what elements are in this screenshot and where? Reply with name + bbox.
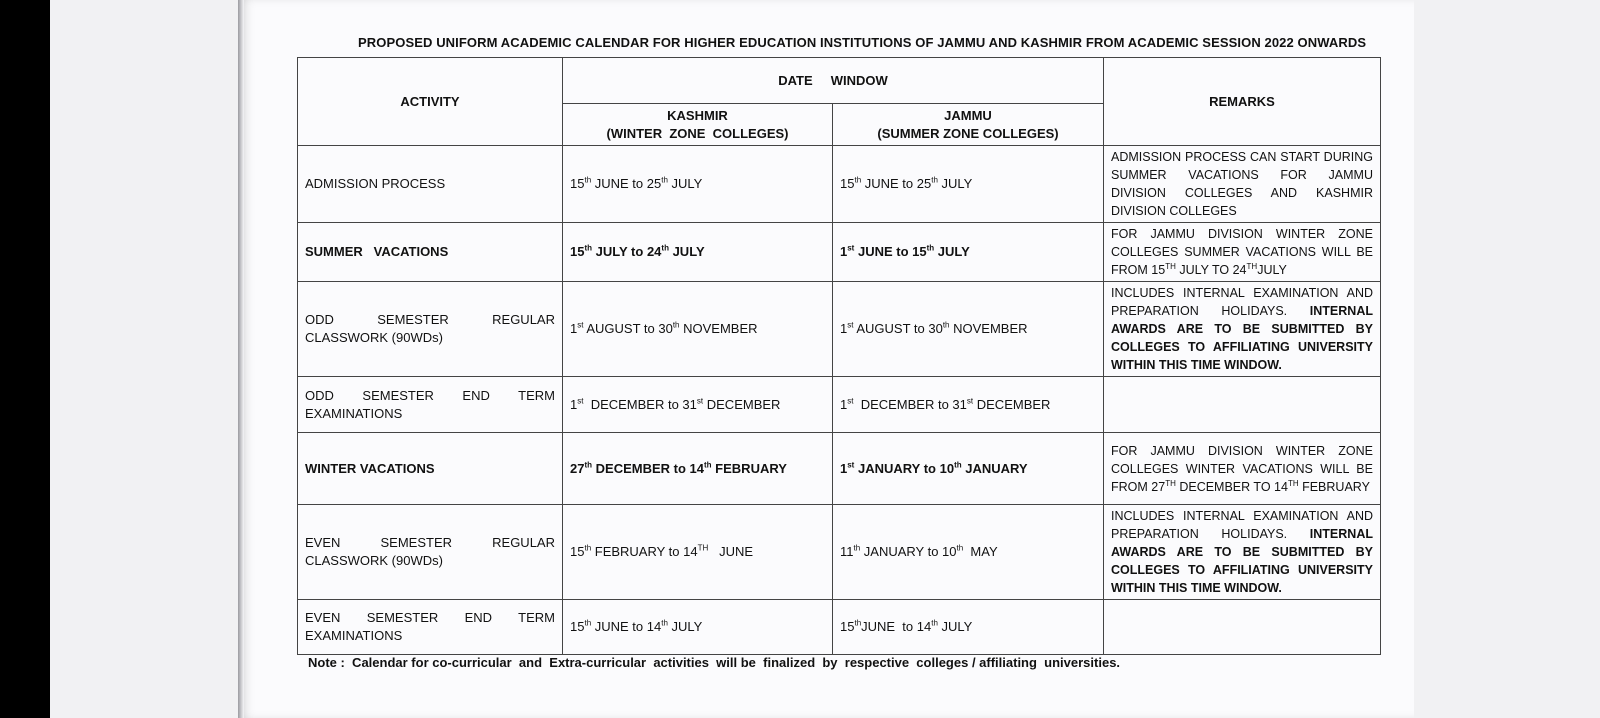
kashmir-date-cell: 15th JULY to 24th JULY (563, 223, 833, 282)
remarks-cell: INCLUDES INTERNAL EXAMINATION AND PREPARATION HOLIDAYS. INTERNAL AWARDS ARE TO BE SUBMITTED BY COLLEGES TO AFFILIATING UNIVERSITY WITHIN THIS TIME WINDOW. (1104, 282, 1381, 377)
jammu-date-cell: 1st JUNE to 15th JULY (833, 223, 1104, 282)
kashmir-date-cell: 15th JUNE to 14th JULY (563, 600, 833, 655)
table-row (298, 505, 1381, 600)
viewer-left-gutter (0, 0, 50, 718)
kashmir-date-cell: 1st DECEMBER to 31st DECEMBER (563, 377, 833, 433)
activity-cell: WINTER VACATIONS (298, 433, 563, 505)
kashmir-date-cell: 27th DECEMBER to 14th FEBRUARY (563, 433, 833, 505)
remarks-cell: FOR JAMMU DIVISION WINTER ZONE COLLEGES WINTER VACATIONS WILL BE FROM 27TH DECEMBER TO 14TH FEBRUARY (1104, 433, 1381, 505)
table-row (298, 433, 1381, 505)
header-jammu: JAMMU (SUMMER ZONE COLLEGES) (833, 104, 1104, 146)
activity-cell: ODD SEMESTER END TERM EXAMINATIONS (298, 377, 563, 433)
activity-cell: ODD SEMESTER REGULAR CLASSWORK (90WDs) (298, 282, 563, 377)
page-edge-shadow (238, 0, 244, 718)
kashmir-date-cell: 1st AUGUST to 30th NOVEMBER (563, 282, 833, 377)
academic-calendar-table (297, 57, 1381, 655)
document-title: PROPOSED UNIFORM ACADEMIC CALENDAR FOR HIGHER EDUCATION INSTITUTIONS OF JAMMU AND KASHMIR FROM ACADEMIC SESSION 2022 ONWARDS (358, 35, 1367, 50)
kashmir-date-cell: 15th JUNE to 25th JULY (563, 146, 833, 223)
table-row (298, 146, 1381, 223)
activity-cell: EVEN SEMESTER REGULAR CLASSWORK (90WDs) (298, 505, 563, 600)
jammu-date-cell: 1st DECEMBER to 31st DECEMBER (833, 377, 1104, 433)
jammu-date-cell: 1st JANUARY to 10th JANUARY (833, 433, 1104, 505)
header-kashmir: KASHMIR (WINTER ZONE COLLEGES) (563, 104, 833, 146)
jammu-date-cell: 1st AUGUST to 30th NOVEMBER (833, 282, 1104, 377)
table-row (298, 600, 1381, 655)
header-remarks: REMARKS (1104, 58, 1381, 146)
jammu-date-cell: 15thJUNE to 14th JULY (833, 600, 1104, 655)
header-activity: ACTIVITY (298, 58, 563, 146)
header-date-window: DATE WINDOW (563, 58, 1104, 104)
activity-cell: ADMISSION PROCESS (298, 146, 563, 223)
remarks-cell (1104, 600, 1381, 655)
kashmir-date-cell: 15th FEBRUARY to 14TH JUNE (563, 505, 833, 600)
remarks-cell (1104, 377, 1381, 433)
remarks-cell: FOR JAMMU DIVISION WINTER ZONE COLLEGES SUMMER VACATIONS WILL BE FROM 15TH JULY TO 24THJULY (1104, 223, 1381, 282)
table-row (298, 223, 1381, 282)
remarks-cell: ADMISSION PROCESS CAN START DURING SUMMER VACATIONS FOR JAMMU DIVISION COLLEGES AND KASHMIR DIVISION COLLEGES (1104, 146, 1381, 223)
activity-cell: SUMMER VACATIONS (298, 223, 563, 282)
calendar-rows (298, 146, 1381, 655)
remarks-cell: INCLUDES INTERNAL EXAMINATION AND PREPARATION HOLIDAYS. INTERNAL AWARDS ARE TO BE SUBMITTED BY COLLEGES TO AFFILIATING UNIVERSITY WITHIN THIS TIME WINDOW. (1104, 505, 1381, 600)
jammu-date-cell: 11th JANUARY to 10th MAY (833, 505, 1104, 600)
activity-cell: EVEN SEMESTER END TERM EXAMINATIONS (298, 600, 563, 655)
table-row (298, 377, 1381, 433)
footer-note: Note : Calendar for co-curricular and Extra-curricular activities will be finalized by respective colleges / affiliating universities. (308, 655, 1121, 670)
table-row (298, 282, 1381, 377)
jammu-date-cell: 15th JUNE to 25th JULY (833, 146, 1104, 223)
